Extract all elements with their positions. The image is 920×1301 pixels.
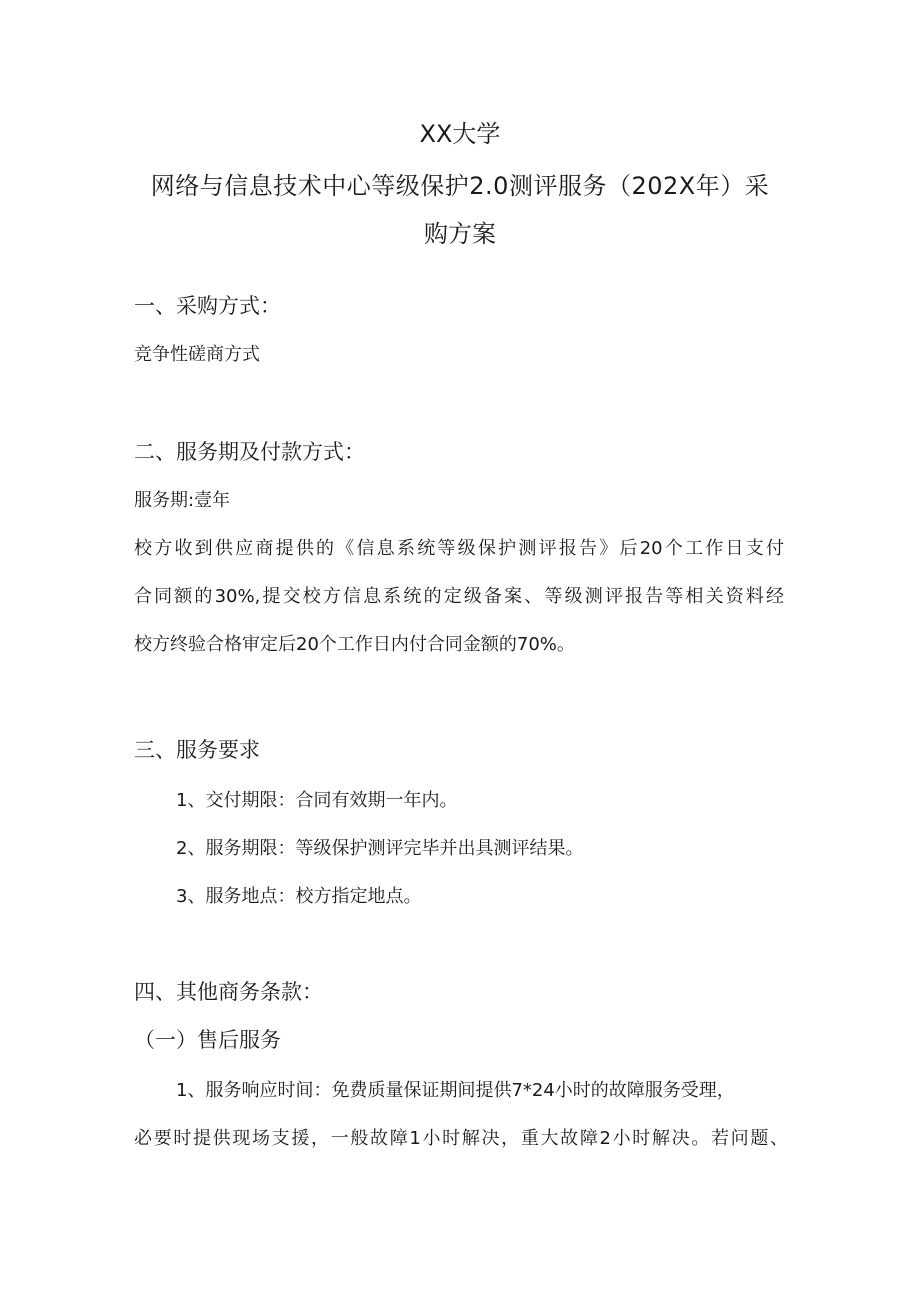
payment-text-line-3: 校方终验合格审定后20个工作日内付合同金额的70%。: [134, 634, 575, 655]
document-title-main: 网络与信息技术中心等级保护2.0测评服务（202X年）采: [150, 172, 770, 200]
payment-text-line-1: 校方收到供应商提供的《信息系统等级保护测评报告》后20个工作日支付: [134, 538, 784, 559]
payment-text-line-2: 合同额的30%,提交校方信息系统的定级备案、等级测评报告等相关资料经: [134, 586, 784, 607]
document-title-school: XX大学: [419, 120, 501, 148]
section-4-heading: 四、其他商务条款：: [134, 980, 323, 1004]
procurement-method-text: 竞争性磋商方式: [134, 344, 260, 365]
service-requirement-item: 2、服务期限：等级保护测评完毕并出具测评结果。: [176, 838, 584, 859]
section-1-heading: 一、采购方式：: [134, 294, 281, 318]
after-sales-subheading: （一）售后服务: [134, 1028, 281, 1052]
after-sales-text-line-1: 1、服务响应时间：免费质量保证期间提供7*24小时的故障服务受理，: [176, 1080, 735, 1101]
section-2-heading: 二、服务期及付款方式：: [134, 440, 365, 464]
document-title-continued: 购方案: [424, 220, 496, 248]
service-requirement-item: 3、服务地点：校方指定地点。: [176, 886, 422, 907]
service-period-text: 服务期:壹年: [134, 490, 231, 511]
section-3-heading: 三、服务要求: [134, 738, 260, 762]
service-requirement-item: 1、交付期限：合同有效期一年内。: [176, 790, 458, 811]
after-sales-text-line-2: 必要时提供现场支援，一般故障1小时解决，重大故障2小时解决。若问题、: [134, 1128, 788, 1149]
